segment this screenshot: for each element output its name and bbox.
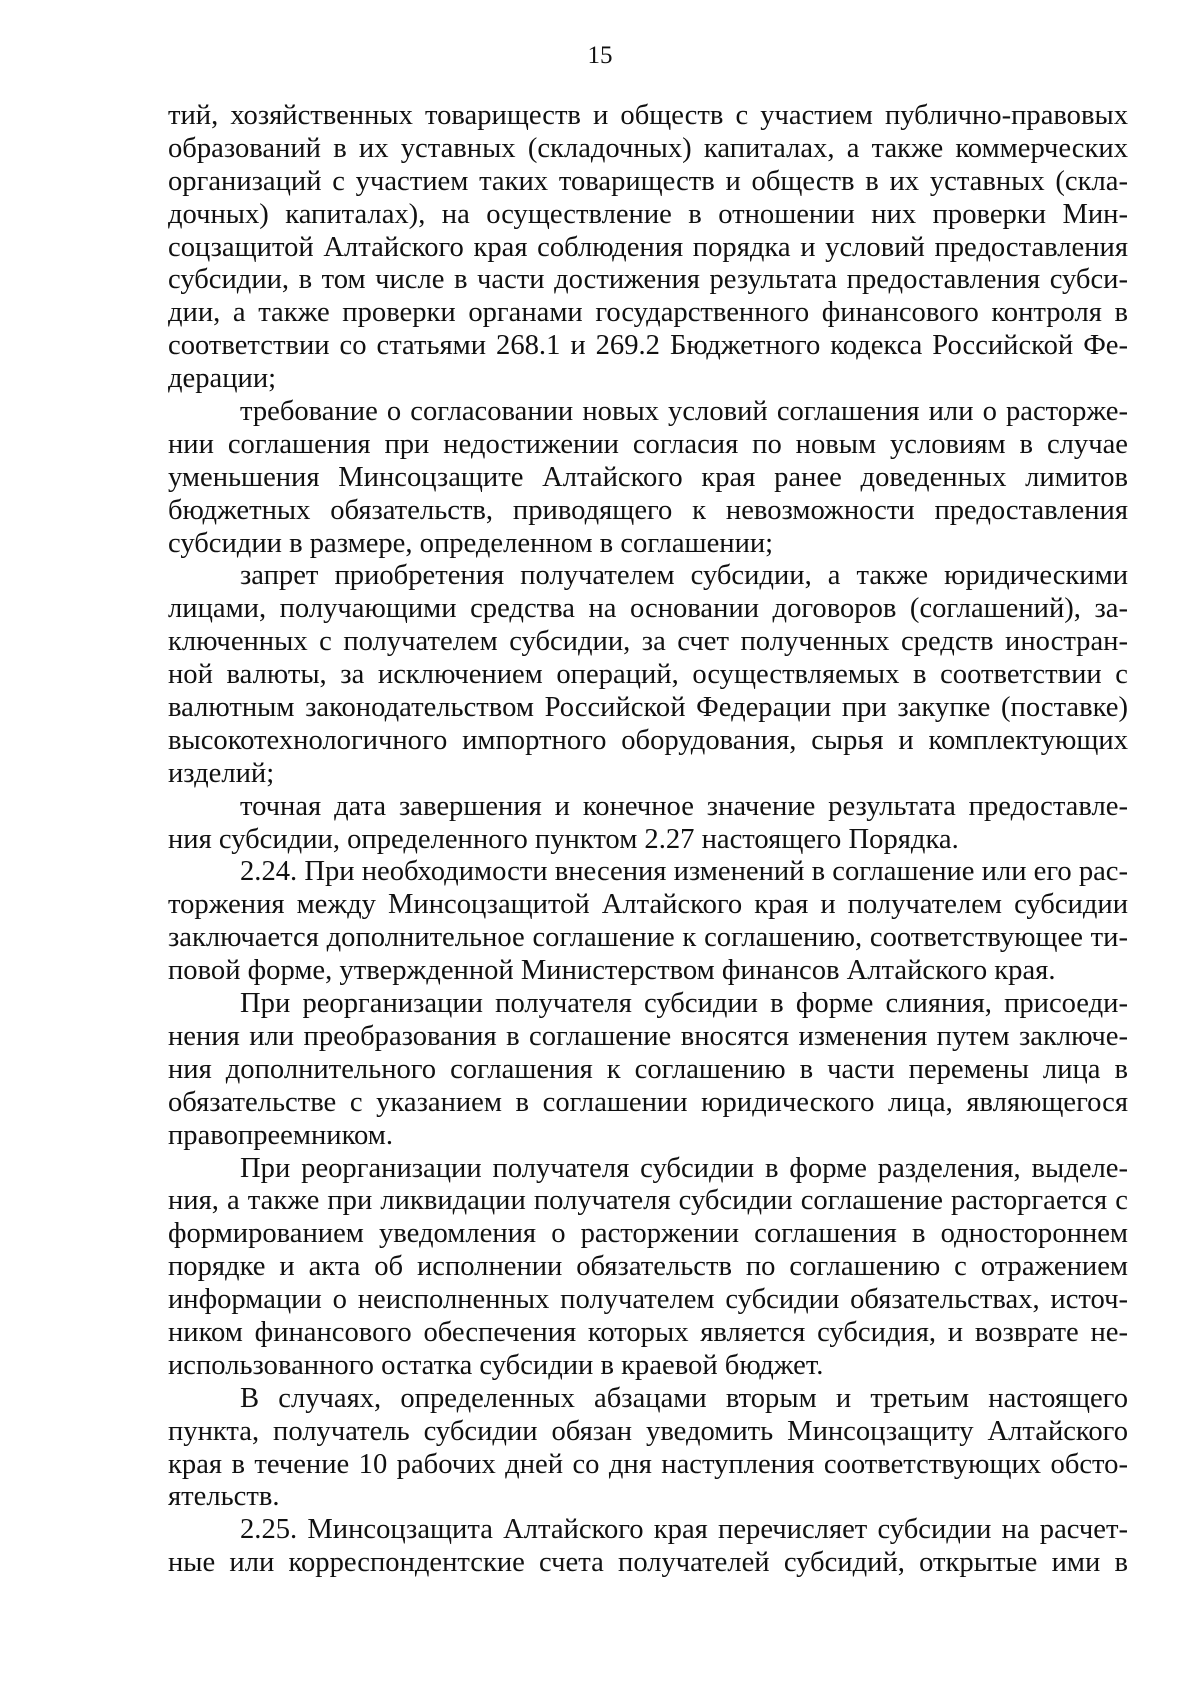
text-line: ния субсидии, определенного пунктом 2.27 настоящего Порядка. [168, 823, 959, 855]
paragraph [168, 1153, 1128, 1383]
paragraph [168, 988, 1128, 1152]
text-line: дерации; [168, 363, 277, 395]
text-line: ключенных с получателем субсидии, за счет полученных средств иностран- [168, 626, 1128, 658]
text-line: соцзащитой Алтайского края соблюдения порядка и условий предоставления [168, 231, 1128, 263]
text-line: порядке и акта об исполнении обязательств по соглашению с отражением [168, 1251, 1128, 1283]
text-line: повой форме, утвержденной Министерством финансов Алтайского края. [168, 955, 1056, 987]
text-line: края в течение 10 рабочих дней со дня наступления соответствующих обсто- [168, 1448, 1128, 1480]
paragraph [168, 1383, 1128, 1515]
text-line: правопреемником. [168, 1119, 394, 1151]
paragraph [168, 791, 1128, 857]
paragraph [168, 396, 1128, 560]
text-line: дочных) капиталах), на осуществление в отношении них проверки Мин- [168, 198, 1128, 230]
text-line: требование о согласовании новых условий соглашения или о расторже- [240, 396, 1128, 428]
text-line: При реорганизации получателя субсидии в форме слияния, присоеди- [240, 988, 1128, 1020]
text-line: информации о неисполненных получателем субсидии обязательствах, источ- [168, 1284, 1128, 1316]
text-line: обязательстве с указанием в соглашении юридического лица, являющегося [168, 1086, 1128, 1118]
text-line: организаций с участием таких товариществ и обществ в их уставных (скла- [168, 165, 1128, 197]
text-line: высокотехнологичного импортного оборудования, сырья и комплектующих [168, 724, 1128, 756]
text-line: точная дата завершения и конечное значение результата предоставле- [240, 790, 1128, 822]
text-line: формированием уведомления о расторжении соглашения в одностороннем [168, 1218, 1128, 1250]
text-line: субсидии в размере, определенном в соглашении; [168, 527, 774, 559]
page-number: 15 [587, 42, 613, 69]
text-line: уменьшения Минсоцзащите Алтайского края ранее доведенных лимитов [168, 461, 1128, 493]
text-line: нения или преобразования в соглашение вносятся изменения путем заключе- [168, 1020, 1128, 1052]
text-line: торжения между Минсоцзащитой Алтайского края и получателем субсидии [168, 889, 1128, 921]
text-line: использованного остатка субсидии в краевой бюджет. [168, 1349, 824, 1381]
text-line: ния, а также при ликвидации получателя субсидии соглашение расторгается с [168, 1185, 1128, 1217]
text-line: лицами, получающими средства на основании договоров (соглашений), за- [168, 593, 1128, 625]
text-line: В случаях, определенных абзацами вторым и третьим настоящего [240, 1382, 1128, 1414]
text-line: 2.25. Минсоцзащита Алтайского края перечисляет субсидии на расчет- [240, 1514, 1128, 1546]
text-line: пункта, получатель субсидии обязан уведомить Минсоцзащиту Алтайского [168, 1415, 1128, 1447]
text-line: ные или корреспондентские счета получателей субсидий, открытые ими в [168, 1547, 1128, 1579]
document-body [168, 100, 1128, 1580]
text-line: изделий; [168, 757, 275, 789]
text-line: субсидии, в том числе в части достижения результата предоставления субси- [168, 264, 1128, 296]
text-line: заключается дополнительное соглашение к соглашению, соответствующее ти- [168, 922, 1128, 954]
paragraph [168, 100, 1128, 396]
text-line: образований в их уставных (складочных) капиталах, а также коммерческих [168, 132, 1128, 164]
text-line: ятельств. [168, 1481, 280, 1513]
text-line: валютным законодательством Российской Федерации при закупке (поставке) [168, 692, 1128, 724]
text-line: бюджетных обязательств, приводящего к невозможности предоставления [168, 494, 1128, 526]
text-line: запрет приобретения получателем субсидии, а также юридическими [240, 560, 1128, 592]
text-line: ником финансового обеспечения которых является субсидия, и возврате не- [168, 1316, 1128, 1348]
text-line: нии соглашения при недостижении согласия по новым условиям в случае [168, 428, 1128, 460]
paragraph [168, 560, 1128, 790]
paragraph [168, 1514, 1128, 1580]
text-line: тий, хозяйственных товариществ и обществ с участием публично-правовых [168, 100, 1128, 131]
text-line: ной валюты, за исключением операций, осуществляемых в соответствии с [168, 659, 1128, 691]
text-line: При реорганизации получателя субсидии в форме разделения, выделе- [240, 1152, 1128, 1184]
text-line: соответствии со статьями 268.1 и 269.2 Бюджетного кодекса Российской Фе- [168, 330, 1128, 362]
text-line: ния дополнительного соглашения к соглашению в части перемены лица в [168, 1053, 1128, 1085]
paragraph [168, 856, 1128, 988]
text-line: 2.24. При необходимости внесения изменений в соглашение или его рас- [240, 856, 1129, 888]
text-line: дии, а также проверки органами государственного финансового контроля в [168, 297, 1128, 329]
